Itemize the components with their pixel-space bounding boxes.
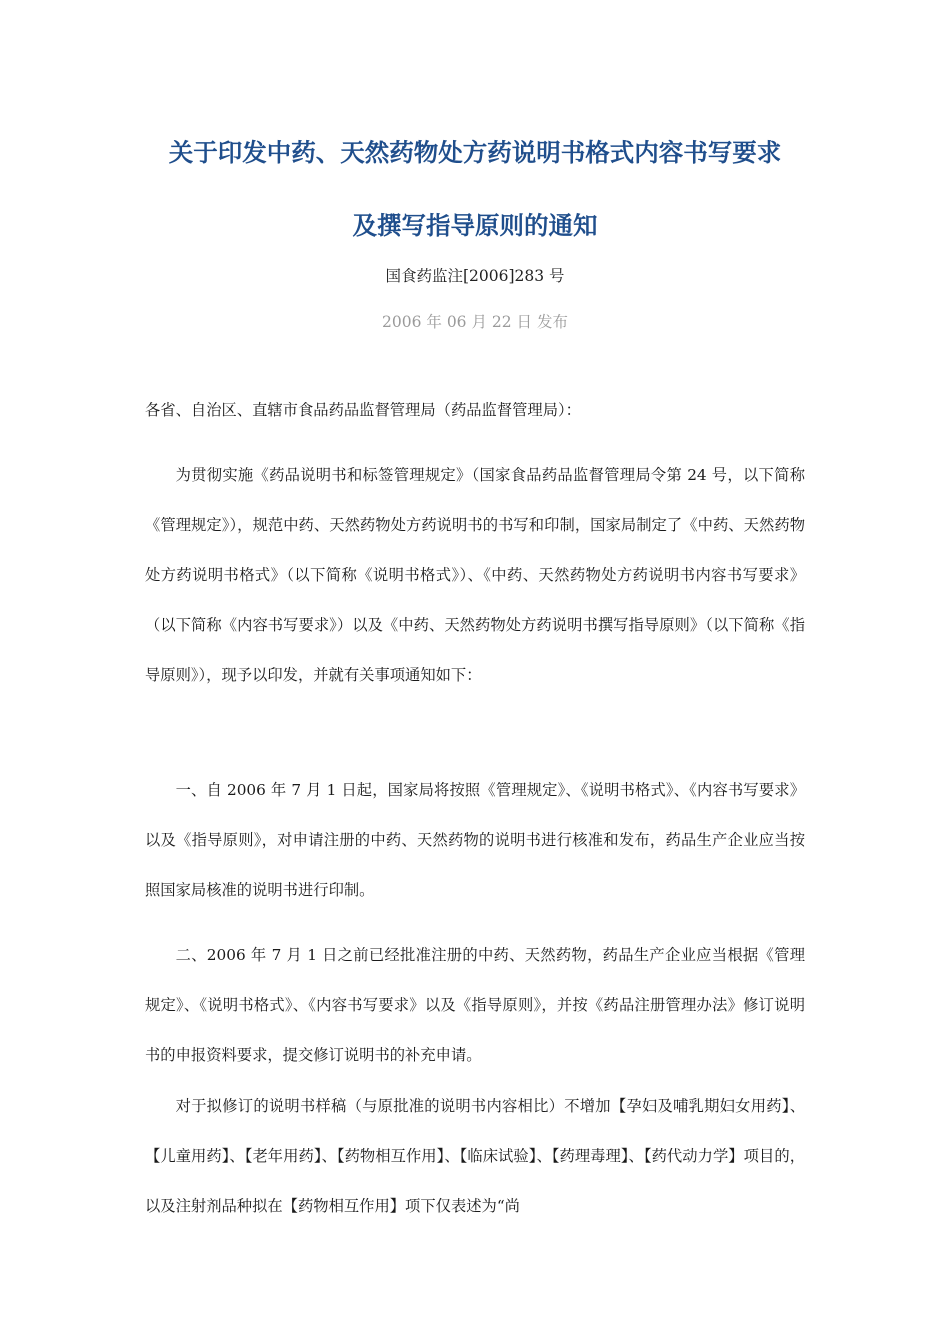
body-paragraph-2: 一、自 2006 年 7 月 1 日起，国家局将按照《管理规定》、《说明书格式》、《内容书写要求》以及《指导原则》，对申请注册的中药、天然药物的说明书进行核准和发布，药品生产企业应当按照国家局核准的说明书进行印制。 (145, 781, 805, 899)
body-paragraph-1: 为贯彻实施《药品说明书和标签管理规定》（国家食品药品监督管理局令第 24 号，以下简称《管理规定》），规范中药、天然药物处方药说明书的书写和印制，国家局制定了《中药、天然药物处方药说明书格式》（以下简称《说明书格式》）、《中药、天然药物处方药说明书内容书写要求》（以下简称《内容书写要求》）以及《中药、天然药物处方药说明书撰写指导原则》（以下简称《指导原则》），现予以印发，并就有关事项通知如下： (145, 466, 805, 684)
document-title-line-1: 关于印发中药、天然药物处方药说明书格式内容书写要求 (168, 138, 782, 167)
document-title-line-2: 及撰写指导原则的通知 (352, 211, 598, 240)
document-number: 国食药监注[2006]283 号 (385, 267, 565, 285)
publish-date: 2006 年 06 月 22 日 发布 (382, 313, 568, 331)
body-paragraph-4: 对于拟修订的说明书样稿（与原批准的说明书内容相比）不增加【孕妇及哺乳期妇女用药】、【儿童用药】、【老年用药】、【药物相互作用】、【临床试验】、【药理毒理】、【药代动力学】项目的，以及注射剂品种拟在【药物相互作用】项下仅表述为“尚 (145, 1097, 805, 1215)
body-paragraph-3: 二、2006 年 7 月 1 日之前已经批准注册的中药、天然药物，药品生产企业应当根据《管理规定》、《说明书格式》、《内容书写要求》以及《指导原则》，并按《药品注册管理办法》修订说明书的申报资料要求，提交修订说明书的补充申请。 (145, 946, 805, 1064)
salutation: 各省、自治区、直辖市食品药品监督管理局（药品监督管理局）： (145, 401, 581, 419)
